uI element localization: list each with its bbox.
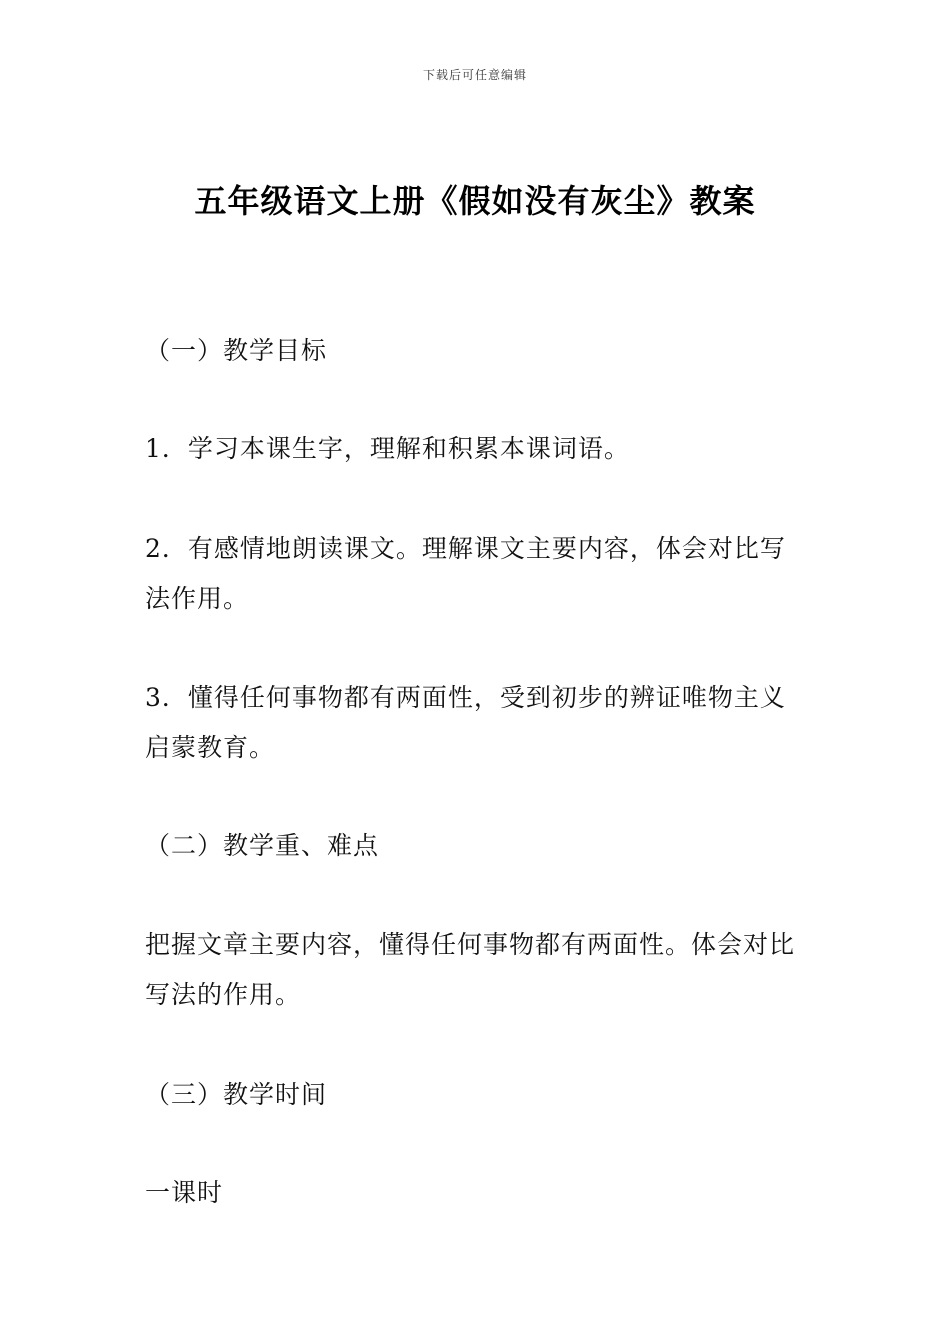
- key-points-text: 把握文章主要内容，懂得任何事物都有两面性。体会对比写法的作用。: [145, 930, 796, 1009]
- document-title: 五年级语文上册《假如没有灰尘》教案: [194, 182, 756, 220]
- section-heading-time: （三）教学时间: [145, 1080, 328, 1109]
- objective-item-2: 2．有感情地朗读课文。理解课文主要内容，体会对比写法作用。: [145, 534, 786, 613]
- objective-item-1: 1．学习本课生字，理解和积累本课词语。: [145, 434, 630, 463]
- objective-item-3: 3．懂得任何事物都有两面性，受到初步的辨证唯物主义启蒙教育。: [145, 683, 786, 762]
- header-note: 下载后可任意编辑: [422, 68, 527, 82]
- time-text: 一课时: [145, 1178, 224, 1207]
- section-heading-objectives: （一）教学目标: [145, 336, 328, 365]
- section-heading-key-points: （二）教学重、难点: [145, 831, 380, 860]
